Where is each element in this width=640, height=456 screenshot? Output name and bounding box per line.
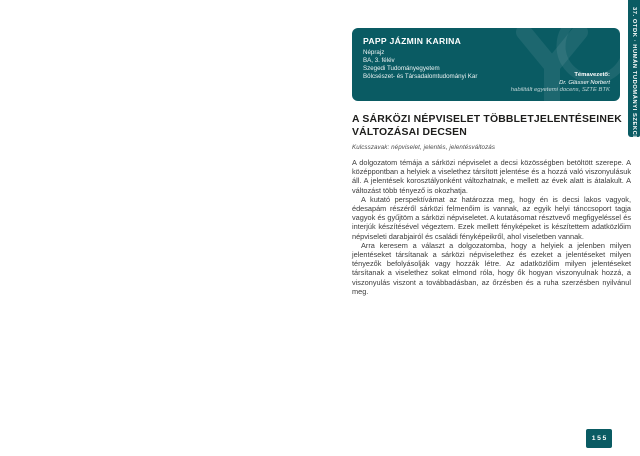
advisor-title: habilitált egyetemi docens, SZTE BTK xyxy=(510,87,610,94)
article-title xyxy=(352,114,634,139)
abstract-body xyxy=(352,158,631,296)
author-major: Néprajz xyxy=(363,49,385,56)
abstract-paragraph: A dolgozatom témája a sárközi népviselet a decsi közösségben betöltött szerepe. A középpontban a helyiek a viselethez társított jelentése és a hozzá való viszonyulásuk áll. A jelentések korosztályonként változhatnak, e mellett az évek alatt is átalakult. A változást több tényező is okozhatja. xyxy=(352,158,631,195)
abstract-paragraph: A kutató perspektívámat az határozza meg, hogy én is decsi lakos vagyok, édesapám részéről sárközi felmenőim is vannak, az egyik helyi tánccsoport tagja vagyok és gyűjtöm a sárközi népviseletet. A kutatásomat résztvevő megfigyeléssel és interjúk készítésével végeztem. Ezek mellett fényképeket is készítettem adatközlőim népviseleti darabjairól és családi fényképeikről, ahol viseletben vannak. xyxy=(352,194,631,241)
abstract-paragraph: Arra keresem a választ a dolgozatomba, hogy a helyiek a jelenben milyen jelentéseket társítanak a sárközi népviselethez és ezeket a jelentéseket milyen tényezők befolyásolják vagy hozzák létre. Az adatközlőim milyen jelentéseket társítanak a viselethez sokat elmond róla, hogy ők hogyan viszonyulnak hozzá, a viszonyulás viszont a továbbadásban, az őrzésben és a ruha szerzésben nyilvánul meg. xyxy=(352,240,631,296)
author-faculty: Bölcsészet- és Társadalomtudományi Kar xyxy=(363,73,478,80)
keywords-line: Kulcsszavak: népviselet, jelentés, jelentésváltozás xyxy=(352,144,496,151)
author-degree-term: BA, 3. félév xyxy=(363,57,395,64)
page-number-badge xyxy=(586,429,612,448)
advisor-label: Témavezető: xyxy=(574,72,610,79)
advisor-name: Dr. Glässer Norbert xyxy=(559,79,610,86)
article-title-line2: VÁLTOZÁSAI DECSEN xyxy=(352,126,468,138)
scholar-block xyxy=(363,36,477,81)
section-tab-label: 37. OTDK · HUMÁN TUDOMÁNYI SZEKCIÓ xyxy=(631,7,637,143)
author-card xyxy=(352,28,620,101)
author-name: PAPP JÁZMIN KARINA xyxy=(363,36,462,46)
advisor-block xyxy=(511,72,610,95)
author-university: Szegedi Tudományegyetem xyxy=(363,65,440,72)
article-title-line1: A SÁRKÖZI NÉPVISELET TÖBBLETJELENTÉSEINEK xyxy=(352,114,622,125)
page-number: 155 xyxy=(591,435,608,442)
